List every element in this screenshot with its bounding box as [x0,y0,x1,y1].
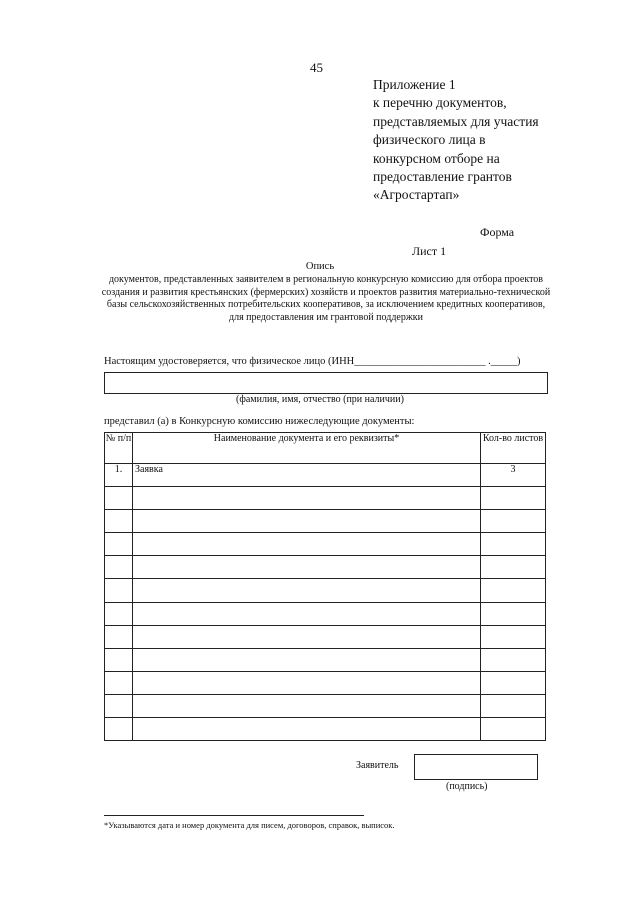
header-num: № п/п [105,433,133,464]
signature-caption: (подпись) [446,781,488,792]
appendix-line: представляемых для участия [373,113,539,129]
appendix-heading [373,76,573,205]
cell-count[interactable] [481,487,546,510]
cell-num[interactable] [105,602,133,625]
documents-table [104,432,546,741]
header-count: Кол-во листов [481,433,546,464]
footnote: *Указываются дата и номер документа для писем, договоров, справок, выписок. [104,820,395,830]
appendix-line: предоставление грантов [373,169,512,185]
cell-num[interactable]: 1. [105,464,133,487]
cell-count[interactable] [481,510,546,533]
cell-name[interactable]: Заявка [133,464,481,487]
signature-field[interactable] [414,754,538,780]
cell-name[interactable] [133,648,481,671]
table-row [105,718,546,741]
cell-name[interactable] [133,625,481,648]
form-label: Форма [480,225,515,239]
cell-num[interactable] [105,648,133,671]
cell-name[interactable] [133,671,481,694]
cell-count[interactable] [481,533,546,556]
submitted-text: представил (а) в Конкурсную комиссию нижеследующие документы: [104,416,415,427]
inventory-description: документов, представленных заявителем в региональную конкурсную комиссию для отбора проектов создания и развития крестьянских (фермерских) хозяйств и проектов развития материально-технической базы сельскохозяйственных потребительских кооперативов, за исключением кредитных кооперативов, для предоставления им грантовой поддержки [101,274,551,323]
table-row [105,579,546,602]
table-row [105,510,546,533]
table-row [105,464,546,487]
full-name-caption: (фамилия, имя, отчество (при наличии) [236,394,404,405]
appendix-line: конкурсном отборе на [373,150,500,166]
cell-name[interactable] [133,579,481,602]
appendix-line: к перечню документов, [373,95,507,111]
cell-name[interactable] [133,487,481,510]
table-row [105,671,546,694]
table-row [105,487,546,510]
page-number: 45 [310,60,323,75]
cell-num[interactable] [105,556,133,579]
cell-num[interactable] [105,510,133,533]
cell-count[interactable] [481,694,546,717]
table-row [105,533,546,556]
footnote-divider [104,815,364,816]
cell-num[interactable] [105,579,133,602]
cell-count[interactable] [481,718,546,741]
cell-count[interactable] [481,602,546,625]
cell-name[interactable] [133,533,481,556]
cell-name[interactable] [133,602,481,625]
table-row [105,648,546,671]
table-row [105,556,546,579]
cell-name[interactable] [133,510,481,533]
cell-num[interactable] [105,487,133,510]
full-name-field[interactable] [104,372,548,394]
cell-count[interactable] [481,579,546,602]
sheet-label: Лист 1 [412,244,447,258]
appendix-line: «Агростартап» [373,187,460,203]
cell-num[interactable] [105,718,133,741]
table-row [105,602,546,625]
cell-count[interactable] [481,625,546,648]
table-row [105,625,546,648]
cell-count[interactable] [481,671,546,694]
cell-num[interactable] [105,671,133,694]
inventory-title: Опись [305,261,335,272]
cell-num[interactable] [105,694,133,717]
appendix-line: Приложение 1 [373,77,456,92]
cell-num[interactable] [105,533,133,556]
cell-name[interactable] [133,556,481,579]
header-name: Наименование документа и его реквизиты* [133,433,481,464]
cell-name[interactable] [133,718,481,741]
cell-count[interactable] [481,556,546,579]
cell-name[interactable] [133,694,481,717]
applicant-label: Заявитель [356,760,399,771]
appendix-line: физического лица в [373,132,486,148]
table-header-row [105,433,546,464]
cell-num[interactable] [105,625,133,648]
cell-count[interactable] [481,648,546,671]
cell-count[interactable]: 3 [481,464,546,487]
table-row [105,694,546,717]
certify-text: Настоящим удостоверяется, что физическое лицо (ИНН_________________________ ._____) [104,356,521,367]
